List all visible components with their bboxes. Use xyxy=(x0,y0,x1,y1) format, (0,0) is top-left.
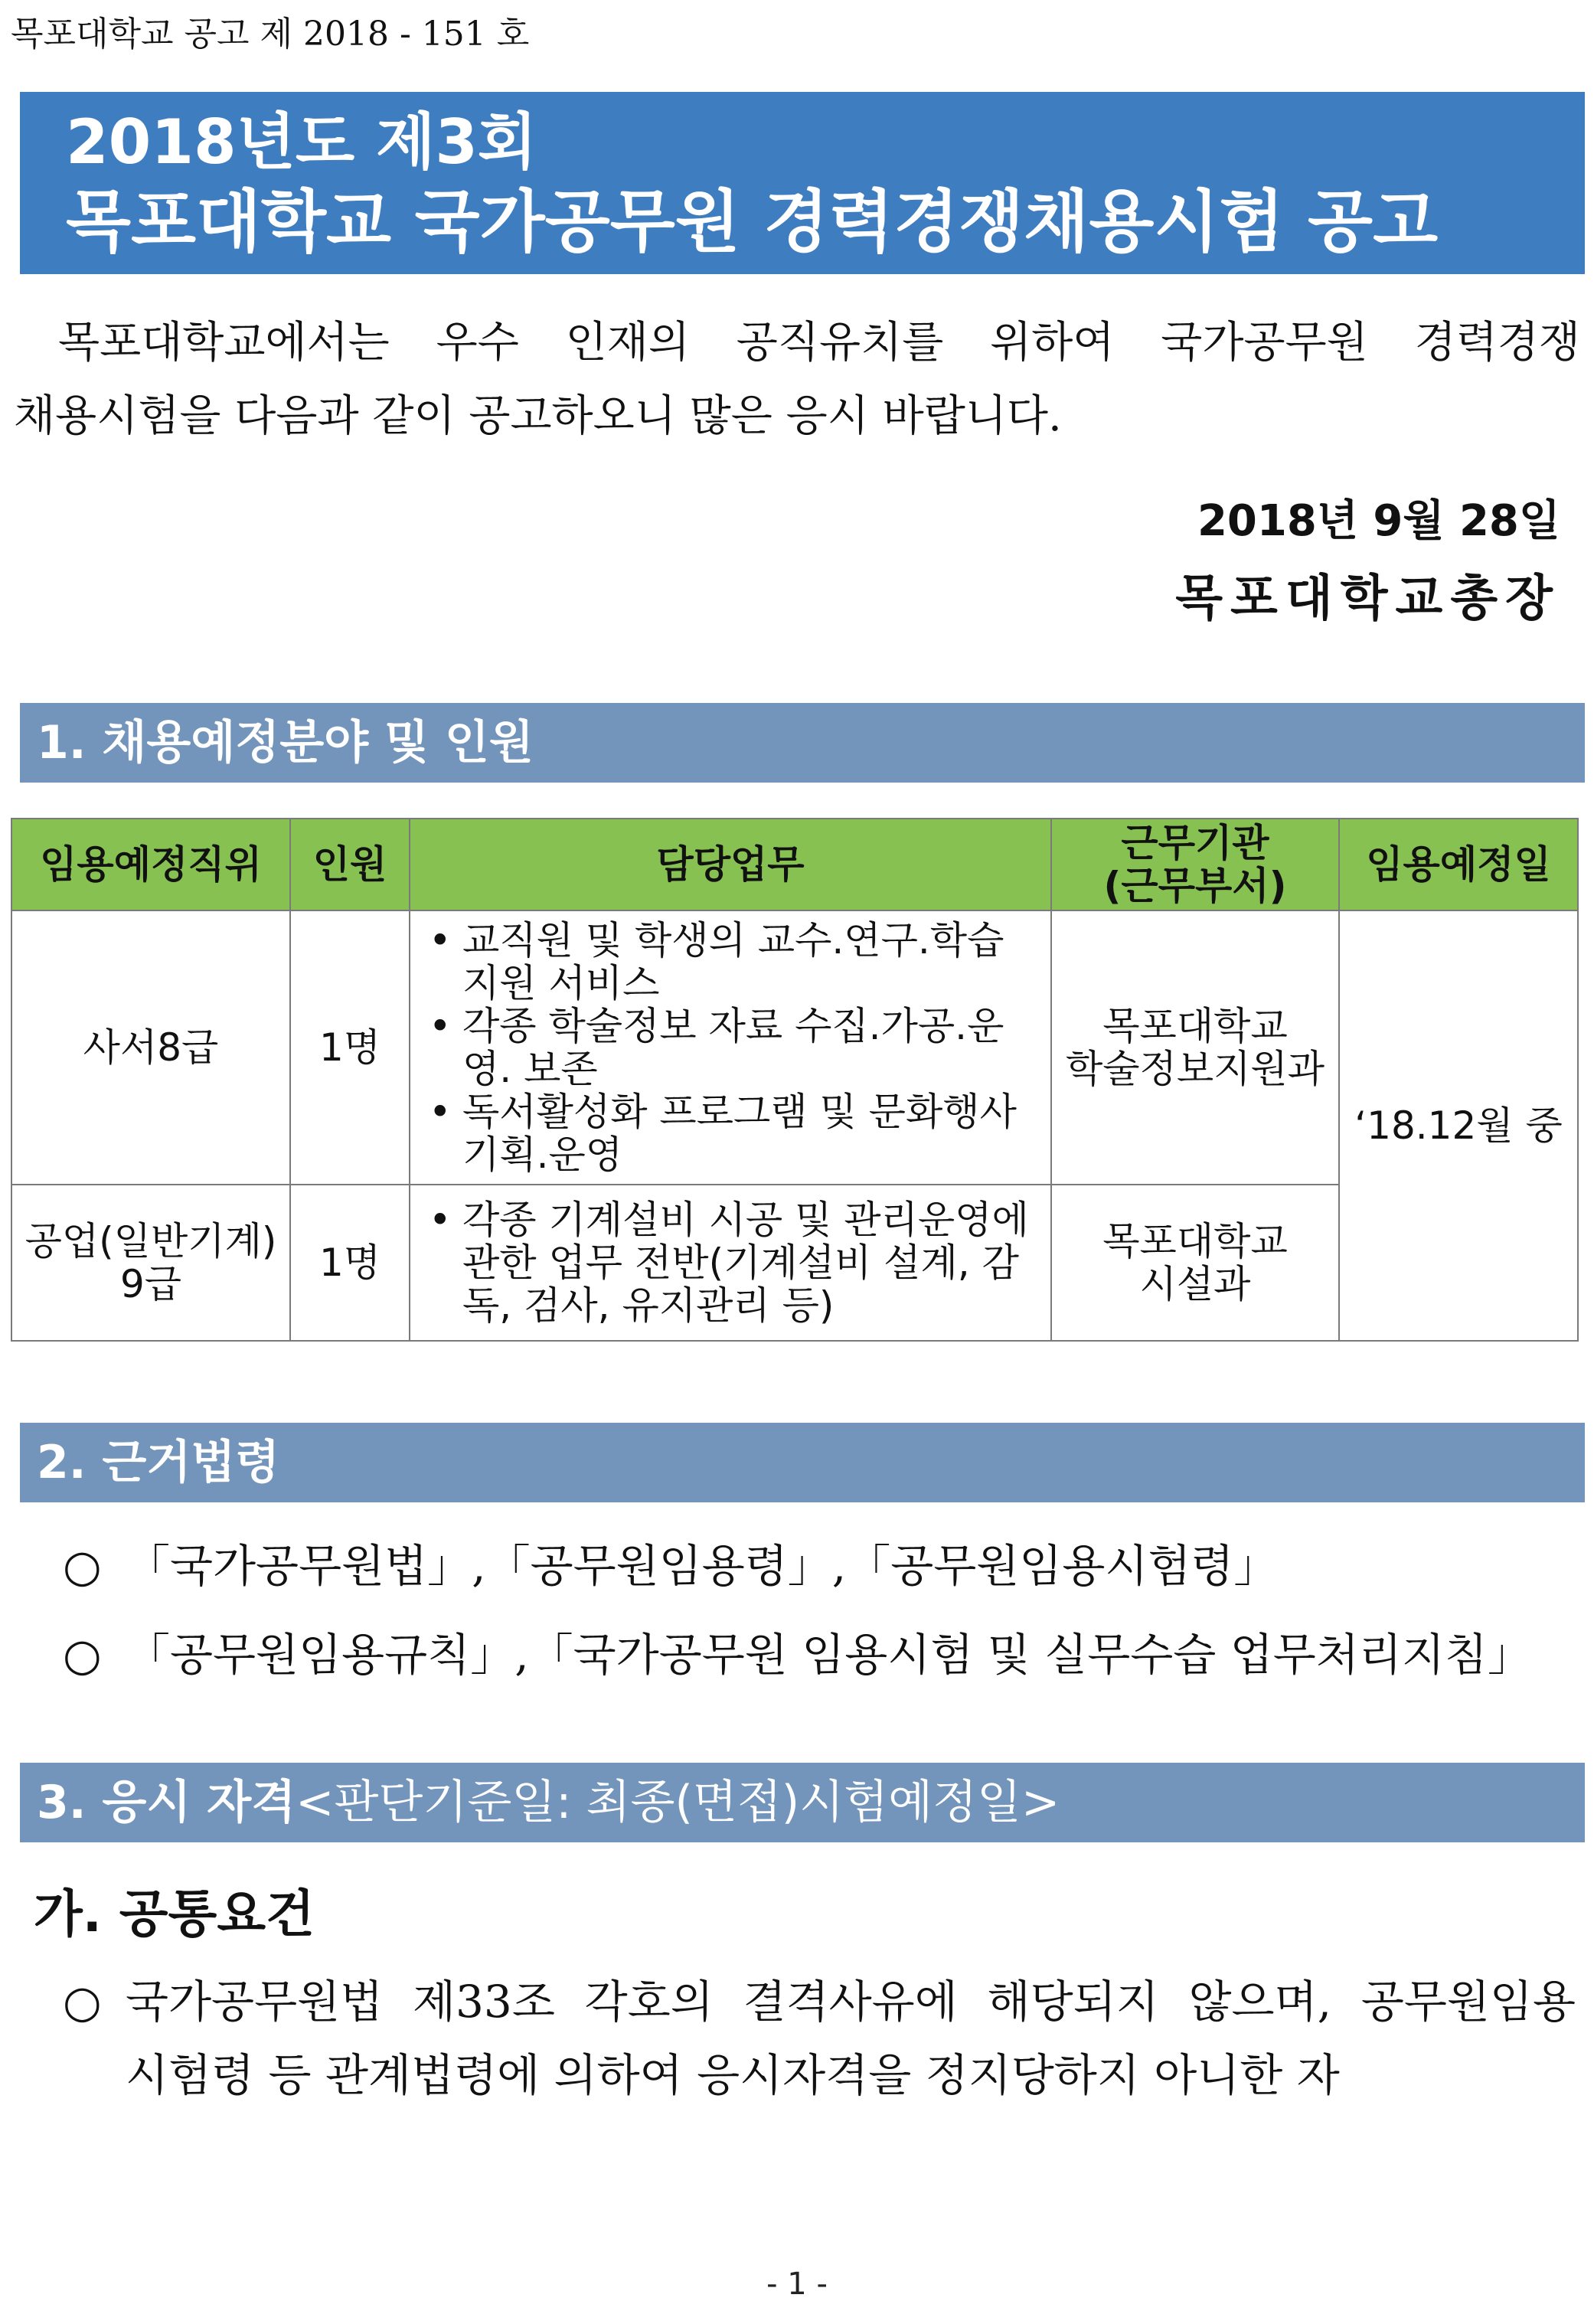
section-heading-2: 2. 근거법령 xyxy=(20,1423,1585,1502)
notice-date: 2018년 9월 28일 xyxy=(1197,496,1560,546)
column-header: 근무기관 (근무부서) xyxy=(1051,819,1339,910)
subheading-common-requirements: 가. 공통요건 xyxy=(34,1884,315,1943)
duty-item: • 각종 학술정보 자료 수집.가공.운영. 보존 xyxy=(426,1005,1041,1090)
circle-bullet-icon: ○ xyxy=(63,1976,102,2028)
column-header: 인원 xyxy=(290,819,410,910)
position-cell: 사서8급 xyxy=(11,910,290,1185)
positions-table xyxy=(11,818,1579,1342)
office-cell: 목포대학교 시설과 xyxy=(1051,1185,1339,1341)
requirement-line-1 xyxy=(63,1965,1576,2038)
requirement-text-1: 국가공무원법 제33조 각호의 결격사유에 해당되지 않으며, 공무원임용 xyxy=(126,1976,1576,2028)
intro-paragraph xyxy=(14,306,1580,453)
duty-item: • 각종 기계설비 시공 및 관리운영에 관한 업무 전반(기계설비 설계, 감독, 검사, 유지관리 등) xyxy=(426,1198,1041,1327)
page-number: - 1 - xyxy=(766,2267,828,2302)
appointment-date-cell: ‘18.12월 중 xyxy=(1339,910,1578,1341)
office-cell: 목포대학교 학술정보지원과 xyxy=(1051,910,1339,1185)
position-cell: 공업(일반기계) 9급 xyxy=(11,1185,290,1341)
signer: 목포대학교총장 xyxy=(1175,570,1560,627)
notice-number: 목포대학교 공고 제 2018 - 151 호 xyxy=(11,15,530,54)
requirement-line-2: 시험령 등 관계법령에 의하여 응시자격을 정지당하지 아니한 자 xyxy=(126,2049,1340,2101)
requirement-item xyxy=(63,1965,1576,2112)
intro-line-2: 채용시험을 다음과 같이 공고하오니 많은 응시 바랍니다. xyxy=(14,391,1062,441)
circle-bullet-icon: ○ xyxy=(63,1540,102,1592)
duty-item: • 독서활성화 프로그램 및 문화행사 기획.운영 xyxy=(426,1090,1041,1176)
title-line-2: 목포대학교 국가공무원 경력경쟁채용시험 공고 xyxy=(66,182,1439,261)
duties-cell xyxy=(410,1185,1051,1341)
table-row xyxy=(11,910,1578,1185)
column-header: 담당업무 xyxy=(410,819,1051,910)
section-heading-1: 1. 채용예정분야 및 인원 xyxy=(20,703,1585,783)
law-item xyxy=(63,1530,1278,1594)
count-cell: 1명 xyxy=(290,910,410,1185)
section-heading-3-note: <판단기준일: 최종(면접)시험예정일> xyxy=(296,1776,1060,1829)
duty-item: • 교직원 및 학생의 교수.연구.학습 지원 서비스 xyxy=(426,919,1041,1005)
section-heading-3 xyxy=(20,1763,1585,1842)
column-header: 임용예정직위 xyxy=(11,819,290,910)
section-heading-3-title: 3. 응시 자격 xyxy=(37,1776,296,1829)
title-line-1: 2018년도 제3회 xyxy=(66,106,537,178)
table-header-row xyxy=(11,819,1578,910)
intro-line-1: 목포대학교에서는 우수 인재의 공직유치를 위하여 국가공무원 경력경쟁 xyxy=(58,318,1580,368)
law-text: 「국가공무원법」,「공무원임용령」,「공무원임용시험령」 xyxy=(126,1540,1279,1592)
law-text: 「공무원임용규칙」,「국가공무원 임용시험 및 실무수습 업무처리지침」 xyxy=(126,1629,1532,1681)
column-header: 임용예정일 xyxy=(1339,819,1578,910)
title-banner xyxy=(20,92,1585,274)
duties-cell xyxy=(410,910,1051,1185)
law-item xyxy=(63,1619,1532,1683)
count-cell: 1명 xyxy=(290,1185,410,1341)
circle-bullet-icon: ○ xyxy=(63,1629,102,1681)
